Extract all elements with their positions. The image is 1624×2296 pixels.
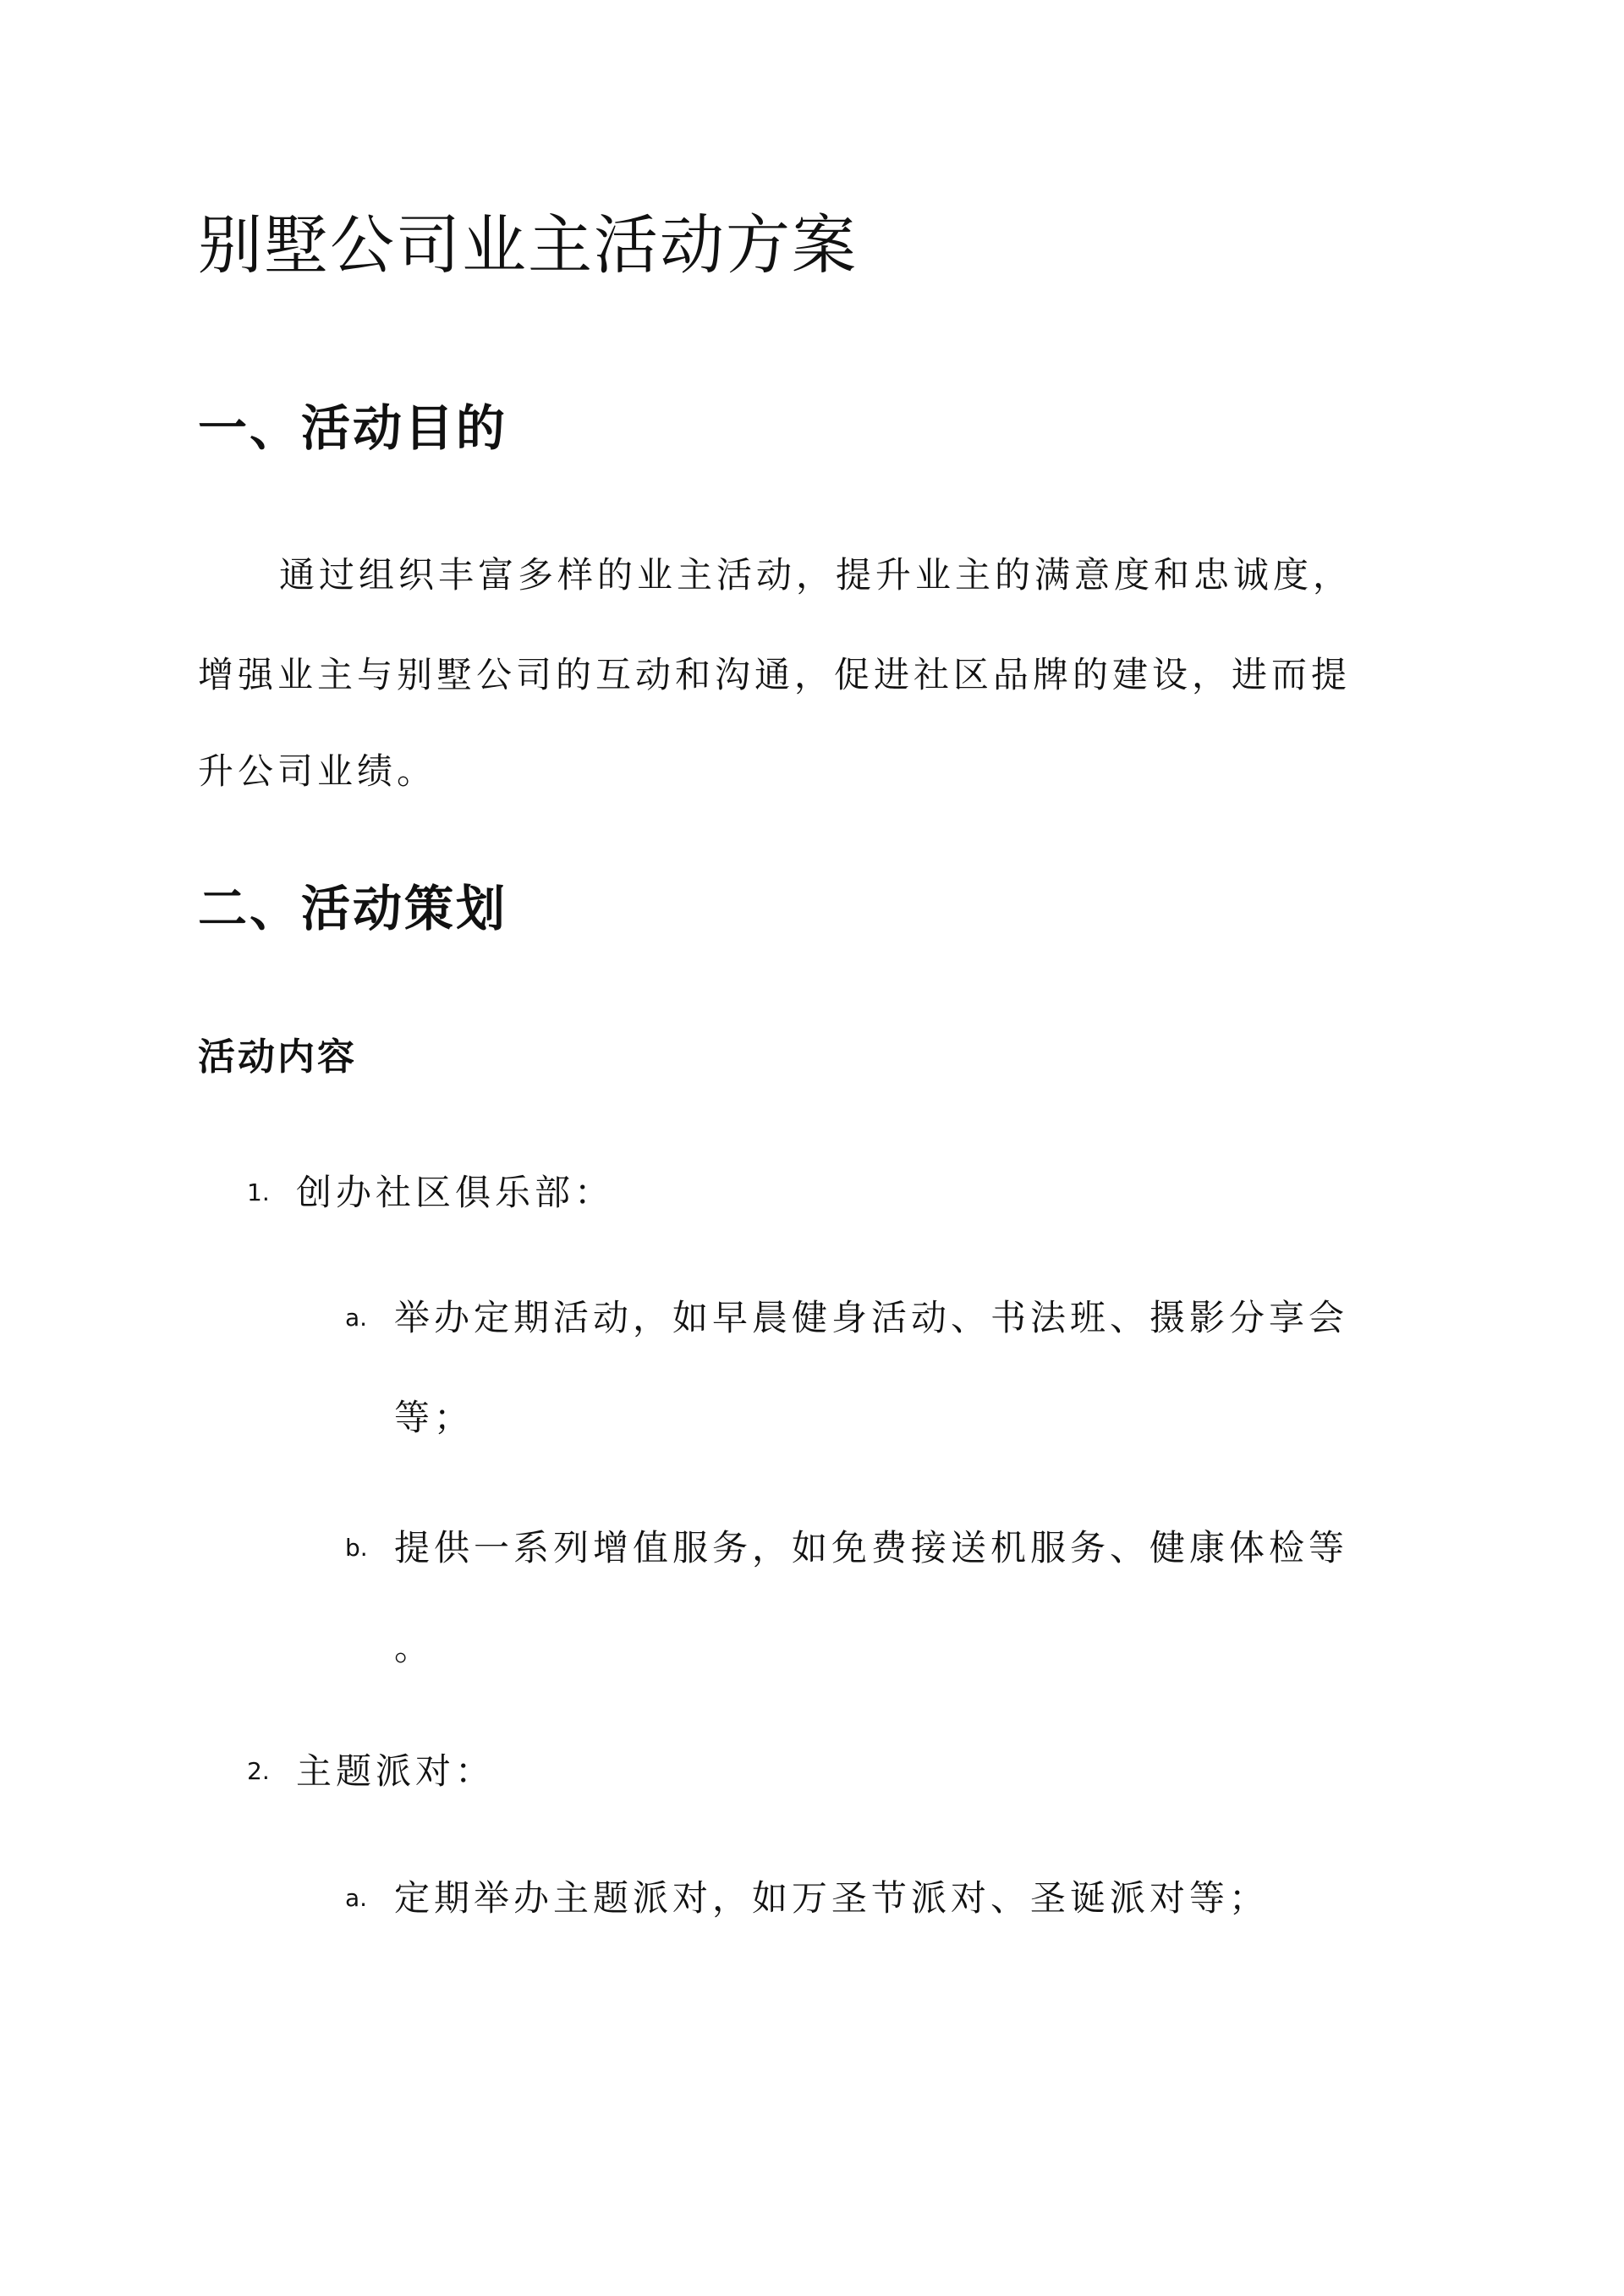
sub-list-marker: b. <box>345 1534 368 1562</box>
sub-list-item-text: 举办定期活动，如早晨健身活动、书法班、摄影分享会 <box>394 1297 1349 1338</box>
list-marker: 1. <box>247 1178 270 1206</box>
paragraph-line: 升公司业绩。 <box>198 750 437 792</box>
section-heading-purpose: 一、活动目的 <box>198 399 508 457</box>
section-heading-planning: 二、活动策划 <box>198 880 508 937</box>
sub-list-marker: a. <box>345 1884 368 1912</box>
subheading-activity-content: 活动内容 <box>198 1035 357 1079</box>
paragraph-line: 通过组织丰富多样的业主活动，提升业主的满意度和忠诚度， <box>279 554 1353 596</box>
paragraph-line: 增强业主与别墅公司的互动和沟通，促进社区品牌的建设，进而提 <box>198 654 1352 695</box>
list-marker: 2. <box>247 1757 270 1785</box>
sub-list-item-text: 。 <box>394 1627 435 1668</box>
sub-list-item-text: 定期举办主题派对，如万圣节派对、圣诞派对等； <box>394 1877 1270 1919</box>
sub-list-item-text: 等； <box>394 1397 475 1438</box>
sub-list-marker: a. <box>345 1304 368 1332</box>
sub-list-item-text: 提供一系列增值服务，如免费接送机服务、健康体检等 <box>394 1527 1349 1568</box>
list-item-label: 主题派对： <box>296 1750 496 1792</box>
list-item-label: 创办社区俱乐部： <box>296 1172 615 1213</box>
document-title: 别墅公司业主活动方案 <box>198 207 858 283</box>
